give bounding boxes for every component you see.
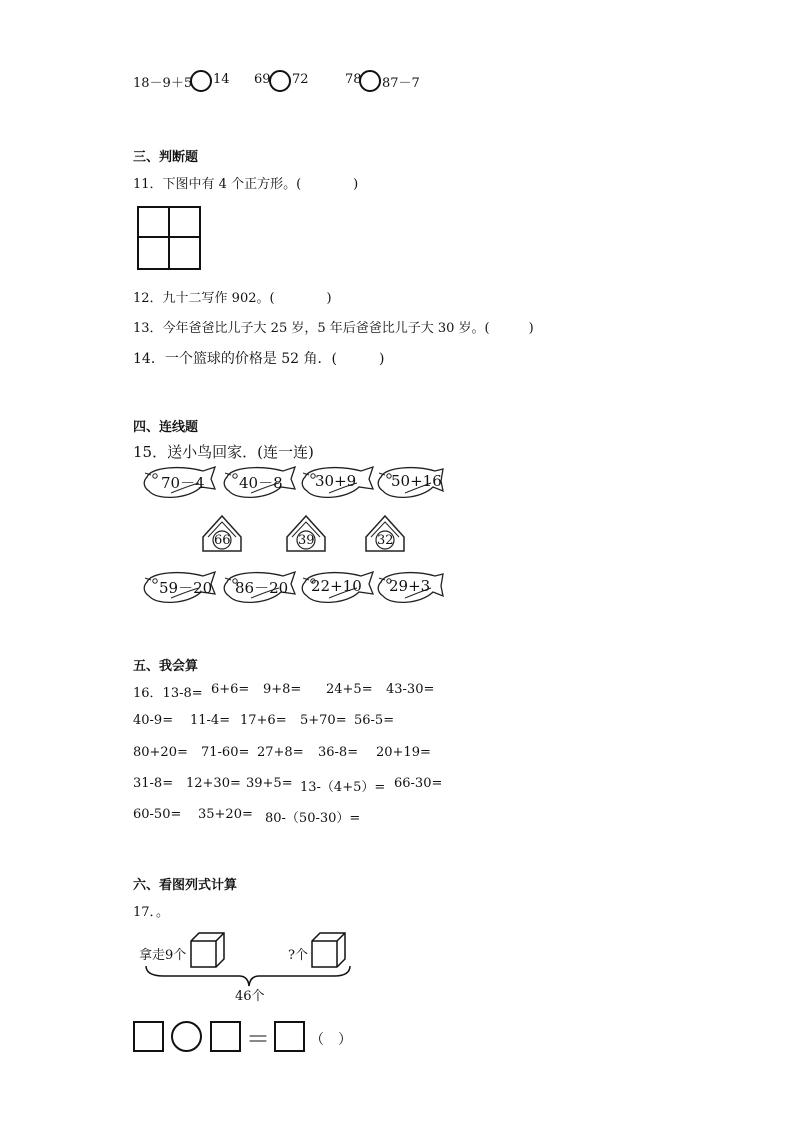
question-11: 11．下图中有 4 个正方形。( ) [133, 177, 359, 192]
calc-item: 5+70= [300, 713, 347, 728]
section6-title: 六、看图列式计算 [133, 878, 238, 893]
bird-bottom-4-label: 29+3 [389, 577, 431, 595]
compare-2-left: 69 [254, 72, 271, 87]
bird-top-1[interactable] [141, 463, 217, 503]
bird-bottom-1[interactable] [141, 568, 217, 608]
calc-item: 31-8= [133, 776, 174, 791]
unit-paren[interactable]: （ ） [310, 1032, 352, 1048]
taken-label: 拿走9个 [139, 948, 187, 963]
bird-bottom-2[interactable] [221, 568, 297, 608]
bird-top-3[interactable] [299, 463, 375, 503]
calc-item: 13-（4+5）= [300, 780, 386, 795]
calc-item: 11-4= [190, 713, 231, 728]
calc-item: 17+6= [240, 713, 287, 728]
calc-item: 24+5= [326, 682, 373, 697]
compare-1-circle[interactable] [190, 70, 212, 92]
bird-top-4-label: 50+16 [391, 472, 442, 490]
calc-item: 43-30= [386, 682, 435, 697]
calc-item: 56-5= [354, 713, 395, 728]
bird-top-4[interactable] [375, 463, 445, 503]
bird-bottom-1-label: 59－20 [159, 579, 213, 597]
equals-sign: ＝ [246, 1025, 270, 1053]
calc-item: 80+20= [133, 745, 188, 760]
house-3[interactable] [364, 513, 406, 553]
compare-1-left: 18－9＋5 [133, 76, 193, 91]
bird-bottom-2-label: 86－20 [235, 579, 289, 597]
calc-item: 71-60= [201, 745, 250, 760]
house-3-label: 32 [377, 533, 394, 548]
calc-item: 20+19= [376, 745, 431, 760]
bird-top-1-label: 70－4 [161, 474, 205, 492]
answer-box-3[interactable] [274, 1021, 305, 1052]
bird-top-2-label: 40－8 [239, 474, 283, 492]
calc-item: 16．13-8= [133, 686, 203, 701]
calc-item: 80-（50-30）= [265, 811, 361, 826]
house-1[interactable] [201, 513, 243, 553]
compare-3-left: 78 [345, 72, 362, 87]
unknown-label: ?个 [288, 948, 308, 963]
question-14: 14．一个篮球的价格是 52 角．( ) [133, 351, 385, 367]
compare-3-right: 87－7 [382, 76, 420, 91]
operator-circle[interactable] [171, 1021, 202, 1052]
square-grid-figure [136, 205, 202, 271]
calc-item: 36-8= [318, 745, 359, 760]
bird-top-2[interactable] [221, 463, 297, 503]
compare-3-circle[interactable] [359, 70, 381, 92]
bird-bottom-4[interactable] [375, 568, 445, 608]
compare-2-circle[interactable] [269, 70, 291, 92]
house-2[interactable] [285, 513, 327, 553]
calc-item: 40-9= [133, 713, 174, 728]
calc-item: 27+8= [257, 745, 304, 760]
compare-1-right: 14 [213, 72, 230, 87]
calc-item: 60-50= [133, 807, 182, 822]
house-1-label: 66 [214, 533, 231, 548]
answer-box-2[interactable] [210, 1021, 241, 1052]
bird-bottom-3-label: 22+10 [311, 577, 362, 595]
question-15: 15．送小鸟回家．(连一连) [133, 443, 314, 461]
section3-title: 三、判断题 [133, 150, 199, 165]
question-12: 12．九十二写作 902。( ) [133, 291, 332, 306]
bird-top-3-label: 30+9 [315, 472, 357, 490]
answer-box-1[interactable] [133, 1021, 164, 1052]
house-2-label: 39 [298, 533, 315, 548]
calc-item: 66-30= [394, 776, 443, 791]
calc-item: 6+6= [211, 682, 250, 697]
compare-2-right: 72 [292, 72, 309, 87]
calc-item: 12+30= [186, 776, 241, 791]
calc-item: 39+5= [246, 776, 293, 791]
question-13: 13．今年爸爸比儿子大 25 岁，5 年后爸爸比儿子大 30 岁。( ) [133, 321, 534, 336]
total-label: 46个 [235, 989, 265, 1004]
calc-item: 35+20= [198, 807, 253, 822]
section5-title: 五、我会算 [133, 659, 199, 674]
bird-bottom-3[interactable] [299, 568, 375, 608]
calc-item: 9+8= [263, 682, 302, 697]
question-17: 17．。 [133, 905, 170, 920]
section4-title: 四、连线题 [133, 420, 199, 435]
